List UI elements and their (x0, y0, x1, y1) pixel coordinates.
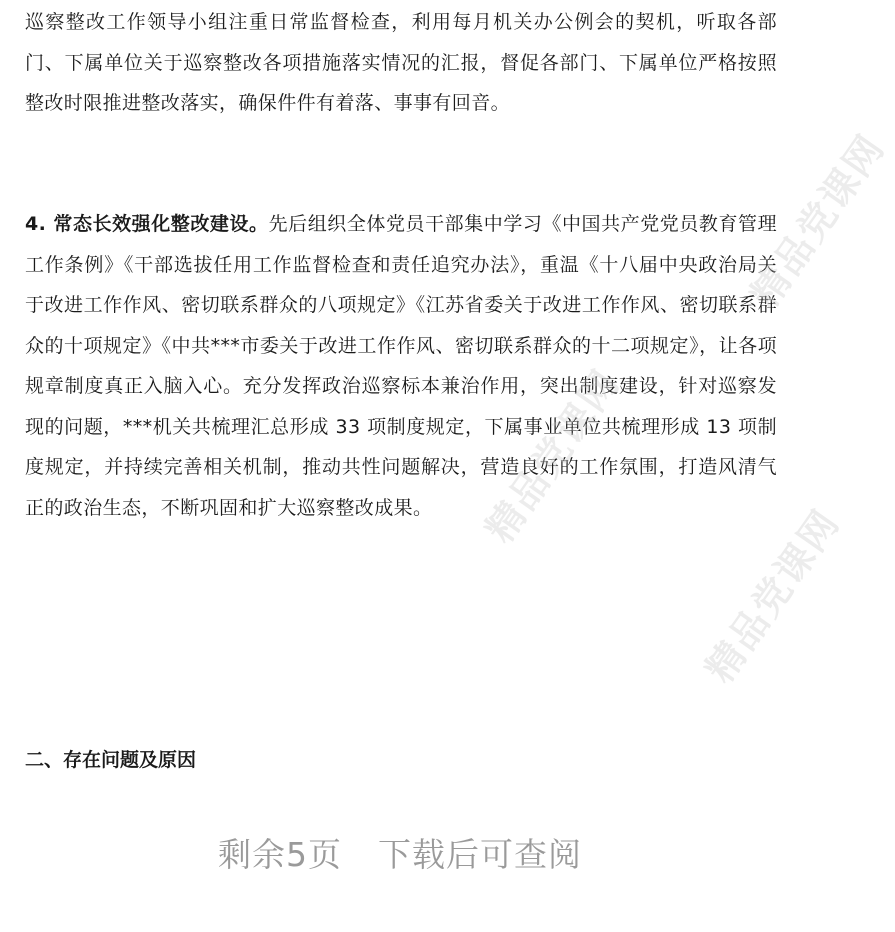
paragraph-lead-heading: 4. 常态长效强化整改建设。 (25, 213, 269, 235)
watermark-text: 精品党课网 (742, 126, 894, 316)
paragraph-long-term-text: 先后组织全体党员干部集中学习《中国共产党党员教育管理工作条例》《干部选拔任用工作监督检查和责任追究办法》，重温《十八届中央政治局关于改进工作作风、密切联系群众的八项规定》《江苏省委关于改进工作作风、密切联系群众的十项规定》《中共***市委关于改进工作作风、密切联系群众的十二项规定》，让各项规章制度真正入脑入心。充分发挥政治巡察标本兼治作用，突出制度建设，针对巡察发现的问题，***机关共梳理汇总形成 33 项制度规定，下属事业单位共梳理形成 13 项制度规定，并持续完善相关机制，推动共性问题解决，营造良好的工作氛围，打造风清气正的政治生态，不断巩固和扩大巡察整改成果。 (25, 213, 778, 519)
section-heading-problems: 二、存在问题及原因 (25, 749, 197, 771)
watermark-text: 精品党课网 (697, 501, 849, 691)
watermark-text: 精品党课网 (477, 361, 629, 551)
paragraph-supervision (25, 2, 777, 124)
download-prompt[interactable] (0, 832, 800, 878)
download-to-view-label: 下载后可查阅 (378, 835, 582, 874)
paragraph-long-term-rectification (25, 204, 777, 528)
remaining-pages-label: 剩余5页 (218, 835, 342, 874)
paragraph-supervision-text: 巡察整改工作领导小组注重日常监督检查，利用每月机关办公例会的契机，听取各部门、下属单位关于巡察整改各项措施落实情况的汇报，督促各部门、下属单位严格按照整改时限推进整改落实，确保件件有着落、事事有回音。 (25, 11, 777, 114)
